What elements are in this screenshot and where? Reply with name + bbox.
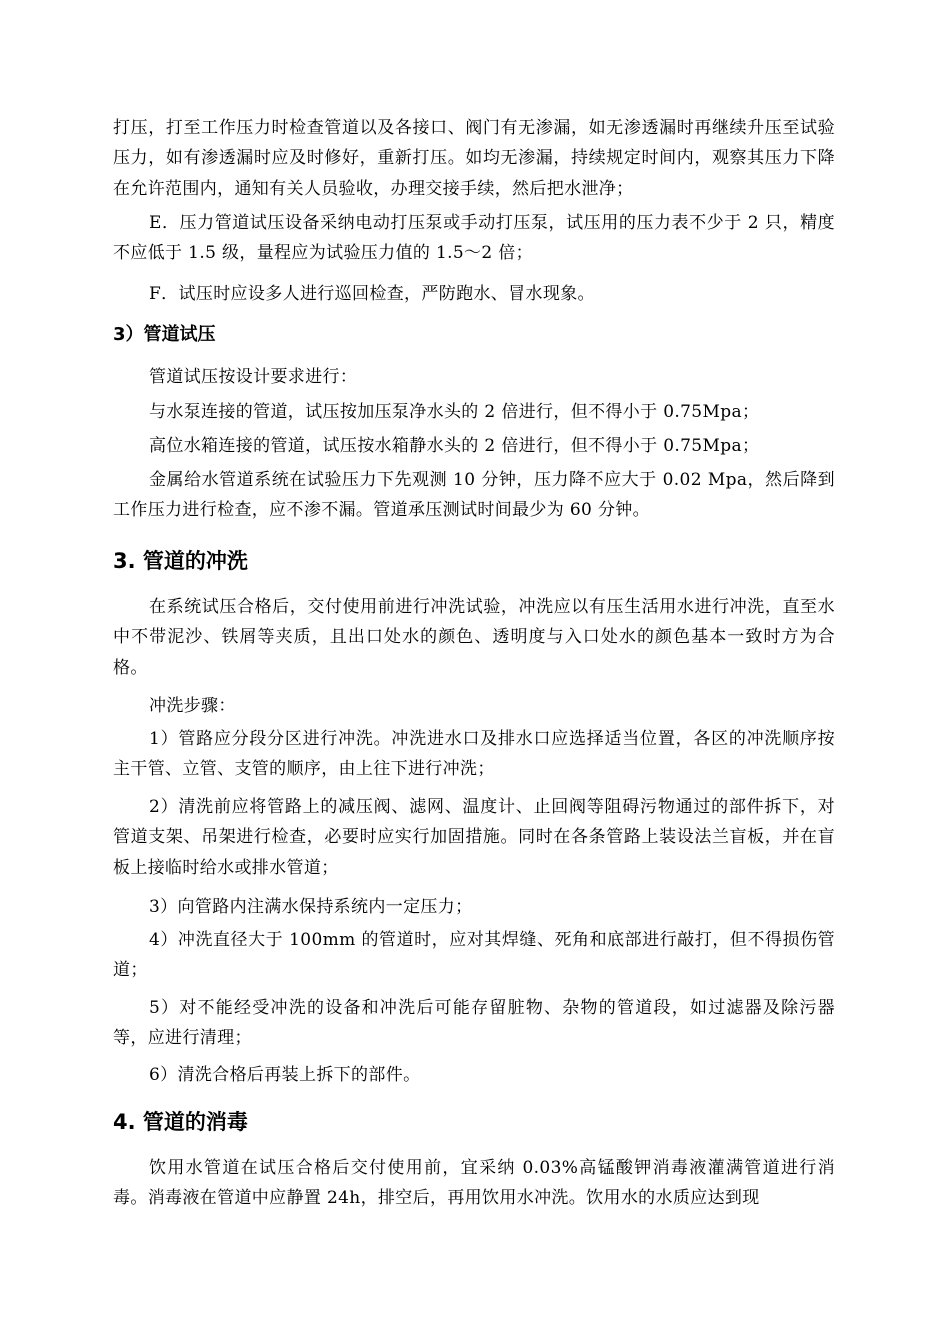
paragraph-flushing-steps-label: 冲洗步骤： bbox=[149, 696, 236, 716]
paragraph-metal-pipe: 金属给水管道系统在试验压力下先观测 10 分钟，压力降不应大于 0.02 Mpa，然后降到工作压力进行检查，应不渗不漏。管道承压测试时间最少为 60 分钟。 bbox=[113, 470, 835, 521]
heading-pipe-flushing: 3. 管道的冲洗 bbox=[113, 549, 248, 573]
paragraph-item-f: F．试压时应设多人进行巡回检查，严防跑水、冒水现象。 bbox=[149, 284, 595, 304]
paragraph-pump-pipe: 与水泵连接的管道，试压按加压泵净水头的 2 倍进行，但不得小于 0.75Mpa； bbox=[149, 402, 760, 422]
heading-pipe-disinfection: 4. 管道的消毒 bbox=[113, 1110, 248, 1134]
list-item-flush-step-4: 4）冲洗直径大于 100mm 的管道时，应对其焊缝、死角和底部进行敲打，但不得损伤管道； bbox=[113, 930, 835, 981]
paragraph-test-requirement: 管道试压按设计要求进行： bbox=[149, 367, 358, 387]
paragraph-flushing-intro: 在系统试压合格后，交付使用前进行冲洗试验，冲洗应以有压生活用水进行冲洗，直至水中不带泥沙、铁屑等夹质，且出口处水的颜色、透明度与入口处水的颜色基本一致时方为合格。 bbox=[113, 597, 835, 678]
list-item-flush-step-5: 5）对不能经受冲洗的设备和冲洗后可能存留脏物、杂物的管道段，如过滤器及除污器等，应进行清理； bbox=[113, 998, 835, 1049]
list-item-flush-step-3: 3）向管路内注满水保持系统内一定压力； bbox=[149, 897, 473, 917]
heading-pipe-pressure-test: 3）管道试压 bbox=[113, 324, 216, 345]
paragraph-item-e: E．压力管道试压设备采纳电动打压泵或手动打压泵，试压用的压力表不少于 2 只，精度不应低于 1.5 级，量程应为试验压力值的 1.5～2 倍； bbox=[113, 213, 835, 264]
paragraph-disinfection: 饮用水管道在试压合格后交付使用前，宜采纳 0.03%高锰酸钾消毒液灌满管道进行消毒。消毒液在管道中应静置 24h，排空后，再用饮用水冲洗。饮用水的水质应达到现 bbox=[113, 1158, 835, 1209]
paragraph-pressure-test-procedure: 打压，打至工作压力时检查管道以及各接口、阀门有无渗漏，如无渗透漏时再继续升压至试验压力，如有渗透漏时应及时修好，重新打压。如均无渗漏，持续规定时间内，观察其压力下降在允许范围内，通知有关人员验收，办理交接手续，然后把水泄净； bbox=[113, 118, 835, 199]
paragraph-tank-pipe: 高位水箱连接的管道，试压按水箱静水头的 2 倍进行，但不得小于 0.75Mpa； bbox=[149, 436, 760, 456]
list-item-flush-step-6: 6）清洗合格后再装上拆下的部件。 bbox=[149, 1065, 421, 1085]
list-item-flush-step-2: 2）清洗前应将管路上的减压阀、滤网、温度计、止回阀等阻碍污物通过的部件拆下，对管道支架、吊架进行检查，必要时应实行加固措施。同时在各条管路上装设法兰盲板，并在盲板上接临时给水或排水管道； bbox=[113, 797, 835, 878]
list-item-flush-step-1: 1）管路应分段分区进行冲洗。冲洗进水口及排水口应选择适当位置，各区的冲洗顺序按主干管、立管、支管的顺序，由上往下进行冲洗； bbox=[113, 729, 835, 780]
